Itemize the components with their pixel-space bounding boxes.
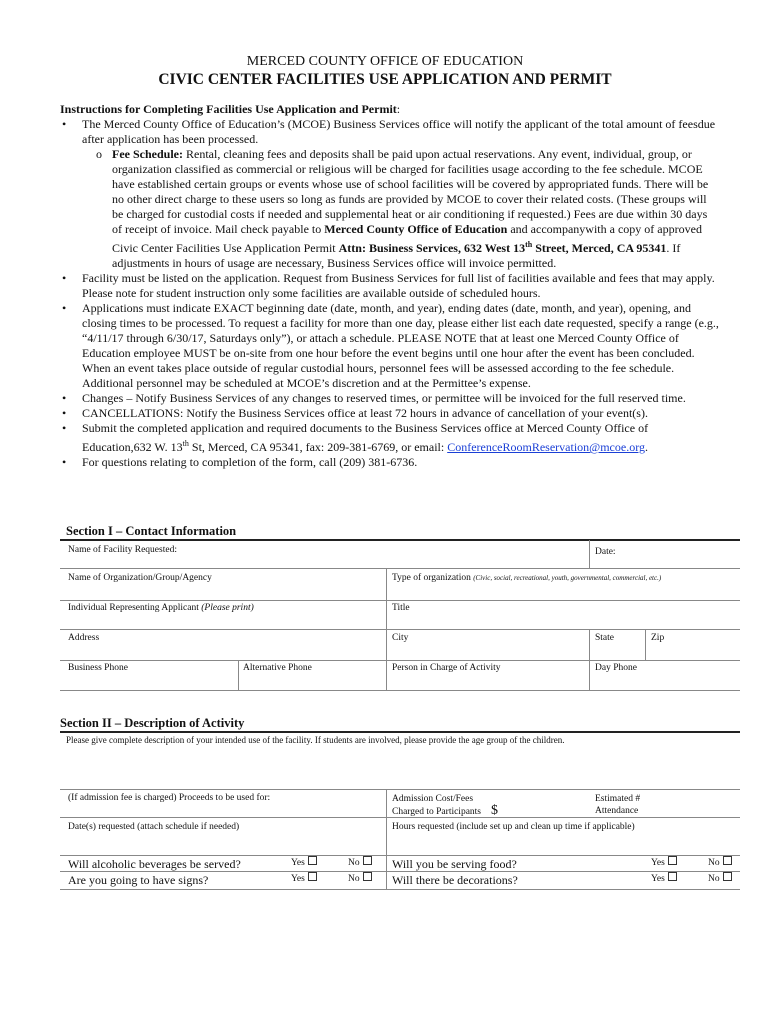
checkbox-icon[interactable]: [723, 872, 732, 881]
food-no-checkbox[interactable]: No: [708, 856, 732, 868]
applicant-representative-field[interactable]: Individual Representing Applicant (Please print): [68, 603, 254, 613]
checkbox-icon[interactable]: [723, 856, 732, 865]
divider: [645, 629, 646, 660]
state-field[interactable]: State: [595, 633, 614, 643]
hours-requested-field[interactable]: Hours requested (include set up and clean up time if applicable): [392, 822, 635, 832]
business-phone-field[interactable]: Business Phone: [68, 663, 128, 673]
divider: [386, 817, 387, 855]
food-yes-checkbox[interactable]: Yes: [651, 856, 677, 868]
decorations-no-checkbox[interactable]: No: [708, 872, 732, 884]
decorations-question: Will there be decorations?: [392, 873, 518, 887]
divider: [60, 629, 740, 630]
organization-name: MERCED COUNTY OFFICE OF EDUCATION: [246, 54, 524, 69]
divider: [60, 871, 740, 872]
organization-type-field[interactable]: Type of organization (Civic, social, recreational, youth, governmental, commercial, etc.): [392, 573, 662, 583]
alcohol-no-checkbox[interactable]: No: [348, 856, 372, 868]
checkbox-icon[interactable]: [308, 856, 317, 865]
dates-requested-field[interactable]: Date(s) requested (attach schedule if needed): [68, 822, 240, 832]
form-title: CIVIC CENTER FACILITIES USE APPLICATION AND PERMIT: [158, 71, 612, 88]
alcohol-yes-checkbox[interactable]: Yes: [291, 856, 317, 868]
checkbox-icon[interactable]: [668, 856, 677, 865]
divider: [589, 540, 590, 568]
divider: [386, 855, 387, 889]
divider: [60, 568, 740, 569]
instruction-item: • Changes – Notify Business Services of any changes to reserved times, or permittee will be invoiced for the full reserved time.: [62, 391, 686, 405]
address-field[interactable]: Address: [68, 633, 100, 643]
instruction-item: • For questions relating to completion of the form, call (209) 381-6736.: [62, 455, 418, 469]
divider: [238, 660, 239, 690]
checkbox-icon[interactable]: [308, 872, 317, 881]
zip-field[interactable]: Zip: [651, 633, 665, 643]
signs-yes-checkbox[interactable]: Yes: [291, 872, 317, 884]
alcohol-question: Will alcoholic beverages be served?: [68, 857, 241, 871]
section2-rule: [60, 731, 740, 733]
signs-question: Are you going to have signs?: [68, 873, 209, 887]
divider: [60, 855, 740, 856]
checkbox-icon[interactable]: [668, 872, 677, 881]
divider: [60, 817, 740, 818]
organization-field[interactable]: Name of Organization/Group/Agency: [68, 573, 212, 583]
instructions-block: [60, 102, 720, 470]
divider: [60, 690, 740, 691]
checkbox-icon[interactable]: [363, 872, 372, 881]
section2-title: Section II – Description of Activity: [60, 716, 245, 730]
checkbox-icon[interactable]: [363, 856, 372, 865]
facility-name-field[interactable]: Name of Facility Requested:: [68, 545, 177, 555]
date-field[interactable]: Date:: [595, 547, 616, 557]
instructions-list: [60, 117, 720, 470]
estimated-attendance-field[interactable]: Estimated # Attendance: [595, 794, 641, 816]
instruction-item: • Submit the completed application and required documents to the Business Services office at Merced County Office of Education,632 W. 13th St, Merced, CA 95341, fax: 209-381-6769, or email: ConferenceRoomReservation@mcoe.org.: [62, 421, 649, 454]
divider: [60, 789, 740, 790]
instruction-subitem-fee-schedule: o Fee Schedule: Rental, cleaning fees and deposits shall be paid upon actual reservations. Any event, individual, group, or organization classified as commercial or religious will be charged for facilities usage according to the fee schedule. MCOE have established certain groups or events whose use of school facilities will be covered by appropriated funds. There will be no other direct charge to these users so long as funds are provided by MCOE to cover their related costs. (These groups will be charged for custodial costs if needed and supplemental heat or air conditioning if requested.) Fees are due within 30 days of receipt of invoice. Mail check payable to Merced County Office of Education and accompanywith a copy of approved Civic Center Facilities Use Application Permit Attn: Business Services, 632 West 13th Street, Merced, CA 95341. If adjustments in hours of usage are necessary, Business Services office will invoice permitted.: [96, 147, 709, 270]
divider: [60, 600, 740, 601]
alternative-phone-field[interactable]: Alternative Phone: [243, 663, 312, 673]
section1-rule: [60, 539, 740, 541]
divider: [386, 789, 387, 817]
instruction-item: • The Merced County Office of Education’s (MCOE) Business Services office will notify the applicant of the total amount of feesdue after application has been processed.: [62, 117, 716, 146]
day-phone-field[interactable]: Day Phone: [595, 663, 637, 673]
decorations-yes-checkbox[interactable]: Yes: [651, 872, 677, 884]
activity-description-field[interactable]: Please give complete description of your intended use of the facility. If students are involved, please provide the age group of the children.: [66, 735, 565, 745]
instruction-item: • Facility must be listed on the application. Request from Business Services for full list of facilities available and fees that may apply. Please note for student instruction only some facilities are available outside of scheduled hours.: [62, 271, 715, 300]
city-field[interactable]: City: [392, 633, 409, 643]
instruction-item: • Applications must indicate EXACT beginning date (date, month, and year), ending dates (date, month, and year), opening, and closing times to be processed. To request a facility for more than one day, please either list each date requested, specify a range (e.g., “4/11/17 through 6/30/17, Saturdays only”), or attach a schedule. PLEASE NOTE that at least one Merced County Office of Education employee MUST be on-site from one hour before the event begins until one hour after the event has been concluded. When an event takes place outside of regular custodial hours, personnel fees will be assessed according to the fee schedule. Additional personnel may be scheduled at MCOE’s discretion and at the Permittee’s expense.: [62, 301, 719, 390]
divider: [60, 660, 740, 661]
instruction-item: • CANCELLATIONS: Notify the Business Services office at least 72 hours in advance of cancellation of your event(s).: [62, 406, 648, 420]
admission-cost-field[interactable]: Admission Cost/Fees Charged to Participants $: [392, 794, 499, 818]
divider: [60, 889, 740, 890]
section1-title: Section I – Contact Information: [66, 524, 237, 538]
title-field[interactable]: Title: [392, 603, 410, 613]
person-in-charge-field[interactable]: Person in Charge of Activity: [392, 663, 501, 673]
signs-no-checkbox[interactable]: No: [348, 872, 372, 884]
email-link[interactable]: ConferenceRoomReservation@mcoe.org: [447, 440, 645, 454]
food-question: Will you be serving food?: [392, 857, 517, 871]
instructions-heading: Instructions for Completing Facilities Use Application and Permit:: [60, 102, 401, 116]
proceeds-field[interactable]: (If admission fee is charged) Proceeds to be used for:: [68, 793, 271, 803]
